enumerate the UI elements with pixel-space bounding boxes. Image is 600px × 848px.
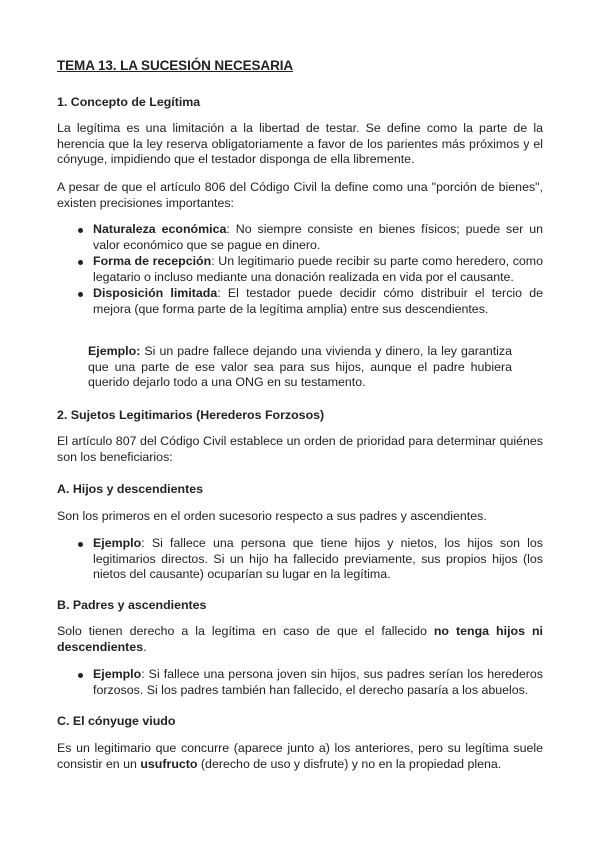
section-1-example xyxy=(88,344,512,391)
section-1-heading: 1. Concepto de Legítima xyxy=(57,95,201,109)
subsection-a-paragraph: Son los primeros en el orden sucesorio respecto a sus padres y ascendientes. xyxy=(57,509,487,523)
paragraph-text: Es un legitimario que concurre (aparece junto a) los anteriores, pero su legítima suele consistir en un xyxy=(57,741,543,771)
bullet-icon xyxy=(78,292,83,297)
bullet-label: Forma de recepción xyxy=(93,254,212,269)
page-title: TEMA 13. LA SUCESIÓN NECESARIA xyxy=(57,58,294,73)
paragraph-text-end: (derecho de uso y disfrute) y no en la propiedad plena. xyxy=(197,756,502,771)
subsection-a-bullet-list xyxy=(0,536,543,583)
section-1-paragraph-1: La legítima es una limitación a la libertad de testar. Se define como la parte de la herencia que la ley reserva obligatoriamente a favor de los parientes más próximos y el cónyuge, impidiendo que el testador disponga de ella libremente. xyxy=(57,121,543,167)
paragraph-text-end: . xyxy=(143,639,147,654)
subsection-c-paragraph xyxy=(57,741,543,772)
bullet-icon xyxy=(78,542,83,547)
bullet-label: Ejemplo xyxy=(93,667,142,681)
subsection-c-heading: C. El cónyuge viudo xyxy=(57,714,176,728)
paragraph-text: Solo tienen derecho a la legítima en caso de que el fallecido xyxy=(57,624,434,638)
bullet-label: Ejemplo xyxy=(93,536,142,550)
example-label: Ejemplo: xyxy=(88,344,141,358)
list-item xyxy=(0,222,543,253)
subsection-b-paragraph xyxy=(57,624,543,655)
paragraph-bold-text: no tenga hijos ni descendientes xyxy=(57,624,543,654)
bullet-text: : El testador puede decidir cómo distribuir el tercio de mejora (que forma parte de la legítima amplia) entre sus descendientes. xyxy=(93,286,544,316)
bullet-label: Naturaleza económica xyxy=(93,222,227,236)
list-item xyxy=(0,667,543,698)
example-text: Si un padre fallece dejando una vivienda y dinero, la ley garantiza que una parte de ese valor sea para sus hijos, aunque el padre hubiera querido dejarlo todo a una ONG en su testamento. xyxy=(88,344,512,390)
list-item xyxy=(0,536,543,583)
subsection-b-heading: B. Padres y ascendientes xyxy=(57,598,207,612)
bullet-text: : Si fallece una persona que tiene hijos y nietos, los hijos son los legitimarios directos. Si un hijo ha fallecido previamente, sus propios hijos (los nietos del causante) ocuparían su lugar en la legítima. xyxy=(93,536,543,582)
subsection-b-bullet-list xyxy=(0,667,543,698)
section-1-paragraph-2: A pesar de que el artículo 806 del Código Civil la define como una "porción de bienes", existen precisiones importantes: xyxy=(57,180,543,210)
section-2-paragraph: El artículo 807 del Código Civil establece un orden de prioridad para determinar quiénes son los beneficiarios: xyxy=(57,434,543,464)
bullet-text: : Si fallece una persona joven sin hijos, sus padres serían los herederos forzosos. Si los padres también han fallecido, el derecho pasaría a los abuelos. xyxy=(93,667,543,697)
bullet-icon xyxy=(78,228,83,233)
bullet-icon xyxy=(78,260,83,265)
section-2-heading: 2. Sujetos Legitimarios (Herederos Forzosos) xyxy=(57,408,325,422)
bullet-label: Disposición limitada xyxy=(93,286,218,301)
paragraph-bold-text: usufructo xyxy=(140,756,198,771)
list-item xyxy=(0,286,543,317)
bullet-text: : Un legitimario puede recibir su parte como heredero, como legatario o incluso mediante una donación realizada en vida por el causante. xyxy=(93,254,544,284)
bullet-text: : No siempre consiste en bienes físicos; puede ser un valor económico que se pague en dinero. xyxy=(93,222,544,252)
section-1-bullet-list xyxy=(0,222,543,318)
subsection-a-heading: A. Hijos y descendientes xyxy=(57,482,203,496)
bullet-icon xyxy=(78,673,83,678)
list-item xyxy=(0,254,543,285)
